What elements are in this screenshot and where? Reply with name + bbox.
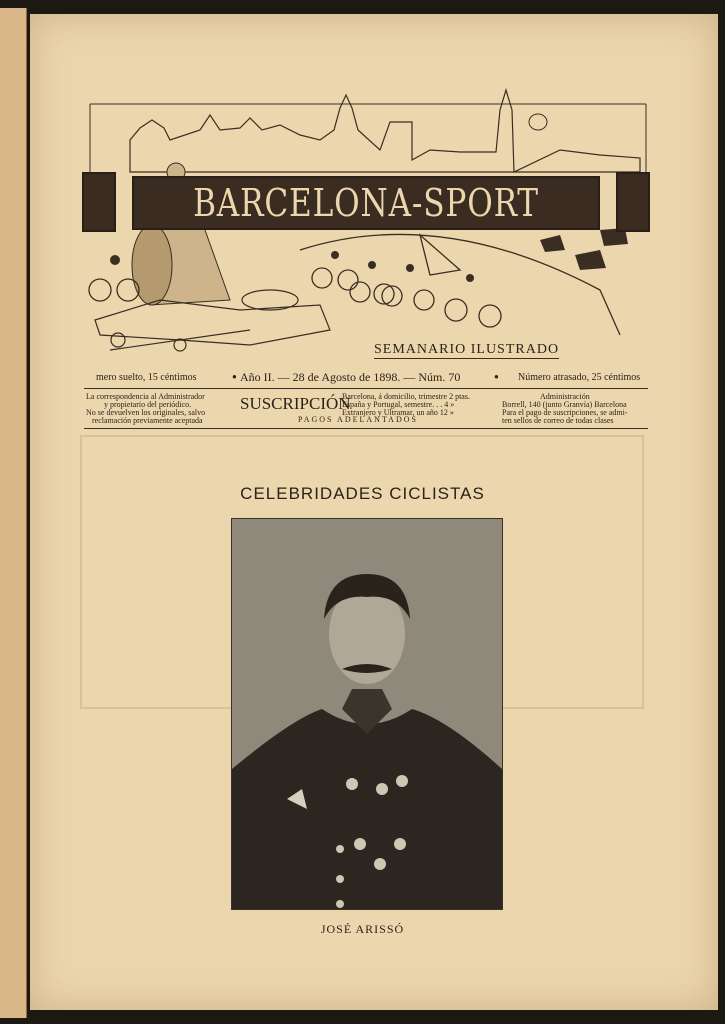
masthead-right-ornament: [616, 172, 650, 232]
portrait-caption: JOSÉ ARISSÓ: [320, 922, 405, 936]
bullet-icon: ●: [494, 372, 499, 381]
masthead-title: BARCELONA-SPORT: [193, 181, 539, 225]
masthead-left-ornament: [82, 172, 116, 232]
subscription-label: SUSCRIPCIÓN: [240, 394, 351, 413]
masthead-subtitle: SEMANARIO ILUSTRADO: [374, 342, 560, 357]
issue-date-number: Año II. — 28 de Agosto de 1898. — Núm. 70: [240, 370, 461, 384]
article-heading: CELEBRIDADES CICLISTAS: [240, 484, 485, 503]
payment-note: PAGOS ADELANTADOS: [298, 415, 418, 424]
top-rule: [84, 388, 648, 389]
single-copy-price: mero suelto, 15 céntimos: [96, 372, 197, 383]
back-issue-price: Número atrasado, 25 céntimos: [518, 372, 641, 383]
portrait-figure: [232, 519, 502, 909]
portrait-photo: [231, 518, 503, 910]
bullet-icon: ●: [232, 372, 237, 381]
masthead-title-band: [132, 176, 600, 230]
bottom-rule: [84, 428, 648, 429]
